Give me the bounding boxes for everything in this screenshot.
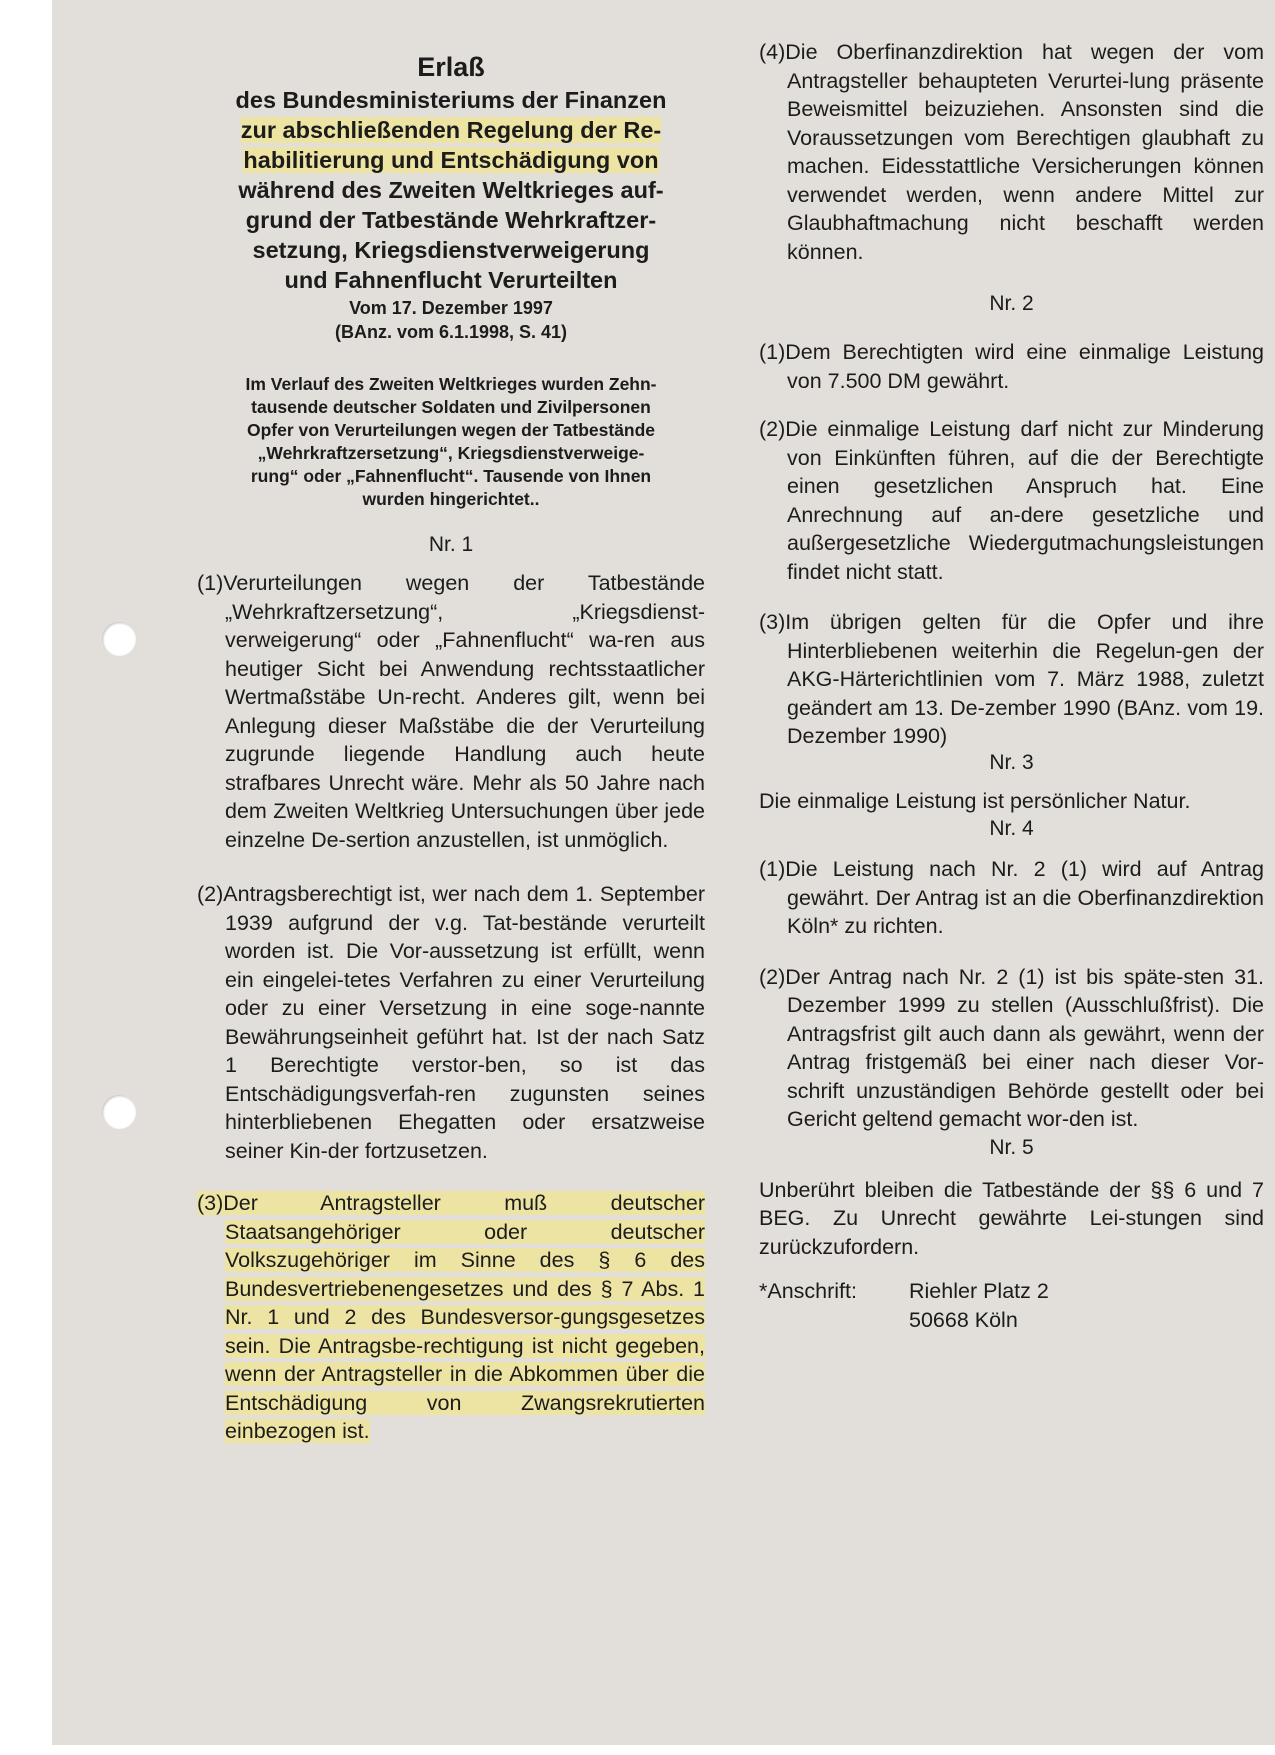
decree-date: Vom 17. Dezember 1997 bbox=[349, 298, 553, 318]
decree-subtitle: des Bundesministeriums der Finanzen zur abschließenden Regelung der Re- habilitierung und Entschädigung von während des Zweiten Weltkrieges auf- grund der Tatbestände Wehrkraftzer- setzung, Kriegsdienstverweigerung und Fahnenflucht Verurteilten bbox=[235, 87, 667, 293]
left-column bbox=[197, 52, 705, 1446]
section-heading-nr5: Nr. 5 bbox=[989, 1135, 1034, 1159]
nr5-text: Unberührt bleiben die Tatbestände der §§ 6 und 7 BEG. Zu Unrecht gewährte Lei-stungen sind zurückzufordern. bbox=[759, 1177, 1264, 1259]
preamble: Im Verlauf des Zweiten Weltkrieges wurden Zehn- tausende deutscher Soldaten und Zivilpersonen Opfer von Verurteilungen wegen der Tatbestände „Wehrkraftzersetzung“, Kriegsdienstverweige- rung“ oder „Fahnenflucht“. Tausende von Ihnen wurden hingerichtet.. bbox=[245, 374, 657, 509]
right-column bbox=[759, 38, 1264, 1335]
address-label: *Anschrift: bbox=[759, 1279, 857, 1303]
nr1-paragraph-4: (4)Die Oberfinanzdirektion hat wegen der vom Antragsteller behaupteten Verurtei-lung präsente Beweismittel beizuziehen. Ansonsten sind die Voraussetzungen vom Berechtigen glaubhaft zu machen. Eidesstattliche Versicherungen können verwendet werden, wenn andere Mittel zur Glaubhaftmachung nicht beschafft werden können. bbox=[759, 40, 1264, 264]
nr2-paragraph-2: (2)Die einmalige Leistung darf nicht zur Minderung von Einkünften führen, auf die der Berechtigte einen gesetzlichen Anspruch hat. Eine Anrechnung auf an-dere gesetzliche und außergesetzliche Wiedergutmachungsleistungen findet nicht statt. bbox=[759, 417, 1264, 584]
decree-header bbox=[197, 52, 705, 343]
nr1-paragraph-2: (2)Antragsberechtigt ist, wer nach dem 1. September 1939 aufgrund der v.g. Tat-bestände verurteilt worden ist. Die Vor-aussetzung ist erfüllt, wenn ein eingelei-tetes Verfahren zu einer Verurteilung oder zu einer Versetzung in eine soge-nannte Bewährungseinheit geführt hat. Ist der nach Satz 1 Berechtigte verstor-ben, so ist das Entschädigungsverfah-ren zugunsten seines hinterbliebenen Ehegatten oder ersatzweise seiner Kin-der fortzusetzen. bbox=[197, 882, 705, 1163]
nr3-text: Die einmalige Leistung ist persönlicher Natur. bbox=[759, 788, 1191, 813]
punch-hole-top bbox=[102, 622, 136, 656]
section-heading-nr3: Nr. 3 bbox=[989, 750, 1034, 774]
nr4-paragraph-1: (1)Die Leistung nach Nr. 2 (1) wird auf Antrag gewährt. Der Antrag ist an die Oberfinanzdirektion Köln* zu richten. bbox=[759, 857, 1264, 938]
punch-hole-bottom bbox=[102, 1095, 136, 1129]
address-street: Riehler Platz 2 bbox=[909, 1279, 1049, 1303]
nr2-paragraph-1: (1)Dem Berechtigten wird eine einmalige Leistung von 7.500 DM gewährt. bbox=[759, 340, 1264, 393]
decree-source: (BAnz. vom 6.1.1998, S. 41) bbox=[334, 322, 568, 342]
address-block bbox=[759, 1277, 1264, 1335]
nr1-paragraph-3: (3)Der Antragsteller muß deutscher Staatsangehöriger oder deutscher Volkszugehöriger im Sinne des § 6 des Bundesvertriebenengesetzes und des § 7 Abs. 1 Nr. 1 und 2 des Bundesversor-gungsgesetzes sein. Die Antragsbe-rechtigung ist nicht gegeben, wenn der Antragsteller in die Abkommen über die Entschädigung von Zwangsrekrutierten einbezogen ist. bbox=[197, 1191, 705, 1443]
section-heading-nr4: Nr. 4 bbox=[989, 817, 1034, 840]
nr1-paragraph-1: (1)Verurteilungen wegen der Tatbestände „Wehrkraftzersetzung“, „Kriegsdienst-verweigerung“ oder „Fahnenflucht“ wa-ren aus heutiger Sicht bei Anwendung rechtsstaatlicher Wertmaßstäbe Un-recht. Anderes gilt, wenn bei Anlegung dieser Maßstäbe die der Verurteilung zugrunde liegende Handlung auch heute strafbares Unrecht wäre. Mehr als 50 Jahre nach dem Zweiten Weltkrieg Untersuchungen über jede einzelne De-sertion anzustellen, ist unmöglich. bbox=[197, 571, 705, 852]
document-page bbox=[52, 0, 1275, 1745]
nr4-paragraph-2: (2)Der Antrag nach Nr. 2 (1) ist bis späte-sten 31. Dezember 1999 zu stellen (Ausschlußfrist). Die Antragsfrist gilt auch dann als gewährt, wenn der Antrag fristgemäß bei einer nach dieser Vor-schrift unzuständigen Behörde gestellt oder bei Gericht geltend gemacht wor-den ist. bbox=[759, 964, 1264, 1131]
section-heading-nr1: Nr. 1 bbox=[428, 533, 474, 556]
nr2-paragraph-3: (3)Im übrigen gelten für die Opfer und ihre Hinterbliebenen weiterhin die Regelun-gen der AKG-Härterichtlinien vom 7. März 1988, zuletzt geändert am 13. De-zember 1990 (BAnz. vom 19. Dezember 1990) bbox=[759, 610, 1264, 748]
section-heading-nr2: Nr. 2 bbox=[989, 292, 1034, 315]
address-city: 50668 Köln bbox=[909, 1308, 1018, 1332]
decree-title: Erlaß bbox=[417, 52, 485, 82]
